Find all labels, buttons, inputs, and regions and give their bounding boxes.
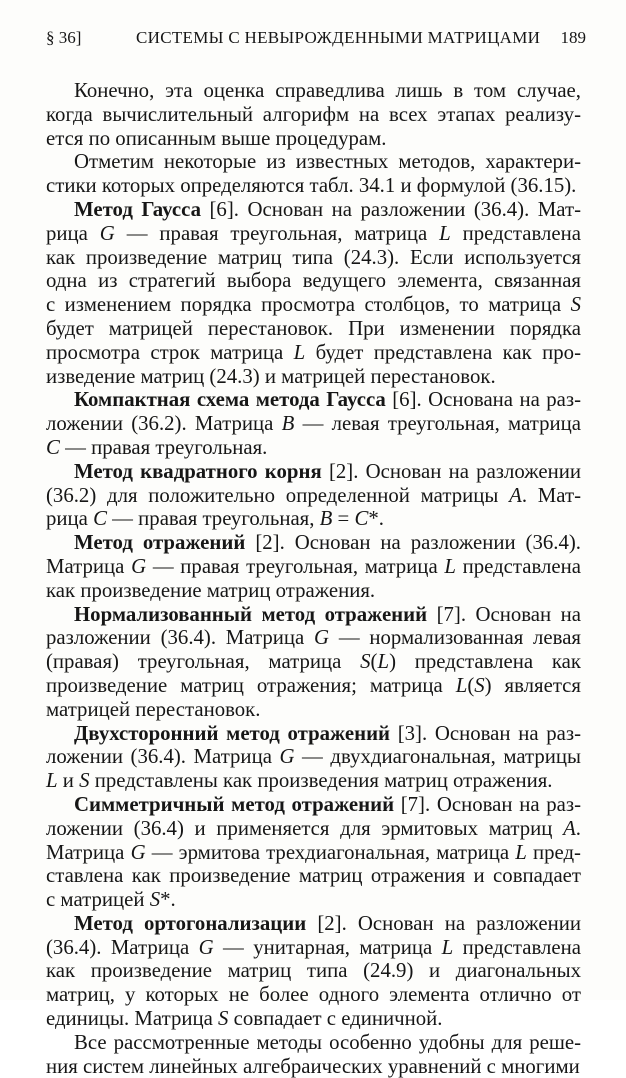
text-run: представлена — [453, 935, 581, 959]
math-symbol: C — [354, 507, 369, 531]
running-title: СИСТЕМЫ С НЕВЫРОЖДЕННЫМИ МАТРИЦАМИ — [136, 28, 541, 47]
text-line — [46, 959, 581, 983]
math-symbol: S — [360, 650, 371, 674]
text-run: одна из стратегий выбора ведущего элемента, связанная — [46, 269, 581, 293]
text-run: — правая треугольная, матрица — [146, 554, 445, 578]
text-line — [46, 460, 581, 484]
text-line — [46, 722, 581, 746]
text-run: ( — [370, 650, 378, 674]
text-run: как произведение матриц типа (24.9) и диагональных — [46, 959, 581, 983]
text-line — [46, 579, 581, 603]
math-symbol: C — [93, 507, 107, 531]
text-line — [46, 603, 581, 627]
text-line — [46, 150, 581, 174]
text-run: (36.2) для положительно определенной матрицы — [46, 483, 510, 507]
text-line — [46, 269, 581, 293]
text-line — [46, 769, 581, 793]
text-run: будет матрицей перестановок. При изменении порядка — [46, 316, 581, 340]
text-run: представлена — [450, 221, 582, 245]
paragraph — [46, 531, 581, 602]
math-symbol: S — [79, 769, 90, 793]
text-run: *. — [160, 888, 176, 912]
text-run: ) является — [484, 673, 581, 697]
text-run: произведение матриц отражения; матрица — [46, 673, 456, 697]
text-line — [46, 293, 581, 317]
text-line — [46, 436, 581, 460]
text-line — [46, 531, 581, 555]
paragraph — [46, 603, 581, 722]
text-run: ложении (36.2). Матрица — [46, 412, 282, 436]
text-run: — правая треугольная, матрица — [114, 221, 440, 245]
text-line — [46, 341, 581, 365]
text-run: матриц, у которых не более одного элемента отлично от — [46, 983, 581, 1007]
text-run: (правая) треугольная, матрица — [46, 650, 361, 674]
math-symbol: L — [293, 340, 306, 364]
math-symbol: G — [130, 840, 146, 864]
text-run: единицы. Матрица — [46, 1007, 219, 1031]
bold-run: Нормализованный метод отражений — [74, 602, 428, 626]
paragraph — [46, 79, 581, 150]
text-run: рица — [46, 221, 100, 245]
text-run: ется по описанным выше процедурам. — [46, 126, 387, 150]
text-run: представлены как произведения матриц отражения. — [89, 769, 553, 793]
math-symbol: G — [131, 554, 147, 578]
text-line — [46, 222, 581, 246]
text-run: — эрмитова трехдиагональная, матрица — [145, 840, 516, 864]
math-symbol: C — [46, 435, 60, 459]
bold-run: Компактная схема метода Гаусса — [74, 388, 386, 412]
bold-run: Симметричный метод отражений — [74, 792, 395, 816]
text-line — [46, 1007, 581, 1031]
text-line — [46, 1055, 581, 1078]
text-line — [46, 103, 581, 127]
text-line — [46, 388, 581, 412]
math-symbol: L — [439, 221, 451, 245]
math-symbol: A — [509, 483, 522, 507]
math-symbol: L — [455, 673, 468, 697]
text-line — [46, 1031, 581, 1055]
text-run: рица — [46, 507, 94, 531]
paragraph — [46, 912, 581, 1031]
text-run: [6]. Основан на разложении (36.4). Мат- — [200, 197, 581, 221]
text-run: с матрицей — [46, 888, 150, 912]
text-run: когда вычислительный алгорифм на всех этапах реализу- — [46, 102, 581, 126]
text-line — [46, 365, 581, 389]
paragraph — [46, 1031, 581, 1078]
text-line — [46, 674, 581, 698]
text-run: и — [57, 769, 80, 793]
text-line — [46, 793, 581, 817]
math-symbol: L — [46, 769, 58, 793]
text-run: разложении (36.4). Матрица — [46, 626, 315, 650]
text-run: пред- — [526, 840, 581, 864]
text-run: ложении (36.4) и применяется для эрмитовых матриц — [46, 816, 564, 840]
text-line — [46, 555, 581, 579]
text-run: просмотра строк матрица — [46, 340, 294, 364]
math-symbol: S — [474, 673, 485, 697]
text-run: изведение матриц (24.3) и матрицей перестановок. — [46, 364, 496, 388]
text-run: [3]. Основан на раз- — [390, 721, 582, 745]
bold-run: Метод отражений — [74, 531, 246, 555]
text-run: как произведение матриц типа (24.3). Если используется — [46, 245, 581, 269]
text-run: стики которых определяются табл. 34.1 и формулой (36.15). — [46, 174, 577, 198]
text-run: матрицей перестановок. — [46, 697, 261, 721]
text-run: ложении (36.4). Матрица — [46, 745, 280, 769]
text-run: совпадает с единичной. — [228, 1007, 443, 1031]
text-line — [46, 650, 581, 674]
math-symbol: G — [314, 626, 330, 650]
text-run: Все рассмотренные методы особенно удобны для реше- — [74, 1030, 581, 1054]
text-run: Отметим некоторые из известных методов, характери- — [74, 150, 581, 174]
page-number: 189 — [560, 28, 586, 47]
paragraph — [46, 460, 581, 531]
text-run: ( — [467, 673, 475, 697]
text-line — [46, 246, 581, 270]
section-marker: § 36] — [46, 28, 82, 47]
text-run: Матрица — [46, 840, 131, 864]
paragraph — [46, 150, 581, 198]
paragraph — [46, 198, 581, 388]
paragraph — [46, 722, 581, 793]
text-line — [46, 198, 581, 222]
text-line — [46, 888, 581, 912]
bold-run: Метод ортогонализации — [74, 911, 307, 935]
text-line — [46, 484, 581, 508]
bold-run: Метод Гаусса — [74, 197, 201, 221]
text-run: ) представлена как — [389, 650, 582, 674]
math-symbol: G — [99, 221, 115, 245]
text-run: [7]. Основан на — [427, 602, 581, 626]
text-run: будет представлена как про- — [305, 340, 581, 364]
text-run: как произведение матриц отражения. — [46, 578, 376, 602]
math-symbol: G — [198, 935, 214, 959]
text-line — [46, 983, 581, 1007]
math-symbol: B — [319, 507, 333, 531]
text-run: . — [575, 816, 581, 840]
text-line — [46, 864, 581, 888]
math-symbol: S — [149, 888, 161, 912]
math-symbol: G — [279, 745, 295, 769]
math-symbol: L — [444, 554, 456, 578]
text-run: *. — [368, 507, 384, 531]
text-run: [7]. Основан на раз- — [394, 792, 581, 816]
text-run: с изменением порядка просмотра столбцов, то матрица — [46, 293, 571, 317]
text-line — [46, 936, 581, 960]
text-run: Конечно, эта оценка справедлива лишь в том случае, — [74, 79, 581, 102]
text-run: [2]. Основан на разложении (36.4). — [245, 531, 582, 555]
text-line — [46, 412, 581, 436]
page-body — [46, 79, 581, 1078]
text-run: ставлена как произведение матриц отражения и совпадает — [46, 864, 581, 888]
math-symbol: B — [281, 412, 295, 436]
text-run: (36.4). Матрица — [46, 935, 199, 959]
text-line — [46, 817, 581, 841]
math-symbol: L — [441, 935, 454, 959]
text-run: . Мат- — [521, 483, 581, 507]
text-run: — унитарная, матрица — [213, 935, 442, 959]
text-run: [2]. Основан на разложении — [306, 911, 581, 935]
text-line — [46, 912, 581, 936]
text-run: [6]. Основана на раз- — [385, 388, 581, 412]
text-run: = — [332, 507, 355, 531]
bold-run: Метод квадратного корня — [74, 459, 322, 483]
math-symbol: A — [563, 816, 576, 840]
text-line — [46, 841, 581, 865]
text-run: [2]. Основан на разложении — [321, 459, 581, 483]
paragraph — [46, 793, 581, 912]
text-run: — нормализованная левая — [329, 626, 581, 650]
running-header — [46, 28, 586, 56]
text-run: — правая треугольная, — [106, 507, 320, 531]
bold-run: Двухсторонний метод отражений — [74, 721, 391, 745]
math-symbol: L — [515, 840, 527, 864]
math-symbol: L — [377, 650, 390, 674]
text-line — [46, 745, 581, 769]
text-run: ния систем линейных алгебраических уравнений с многими — [46, 1054, 580, 1078]
text-run: — левая треугольная, матрица — [294, 412, 581, 436]
paragraph — [46, 388, 581, 459]
text-line — [46, 698, 581, 722]
text-run: Матрица — [46, 554, 132, 578]
text-line — [46, 174, 581, 198]
math-symbol: S — [218, 1007, 229, 1031]
text-run: — правая треугольная. — [59, 435, 268, 459]
text-line — [46, 79, 581, 103]
text-line — [46, 317, 581, 341]
text-line — [46, 626, 581, 650]
text-run: представлена — [455, 554, 582, 578]
text-line — [46, 507, 581, 531]
text-run: — двухдиагональная, матрицы — [294, 745, 582, 769]
text-line — [46, 127, 581, 151]
math-symbol: S — [570, 293, 581, 317]
